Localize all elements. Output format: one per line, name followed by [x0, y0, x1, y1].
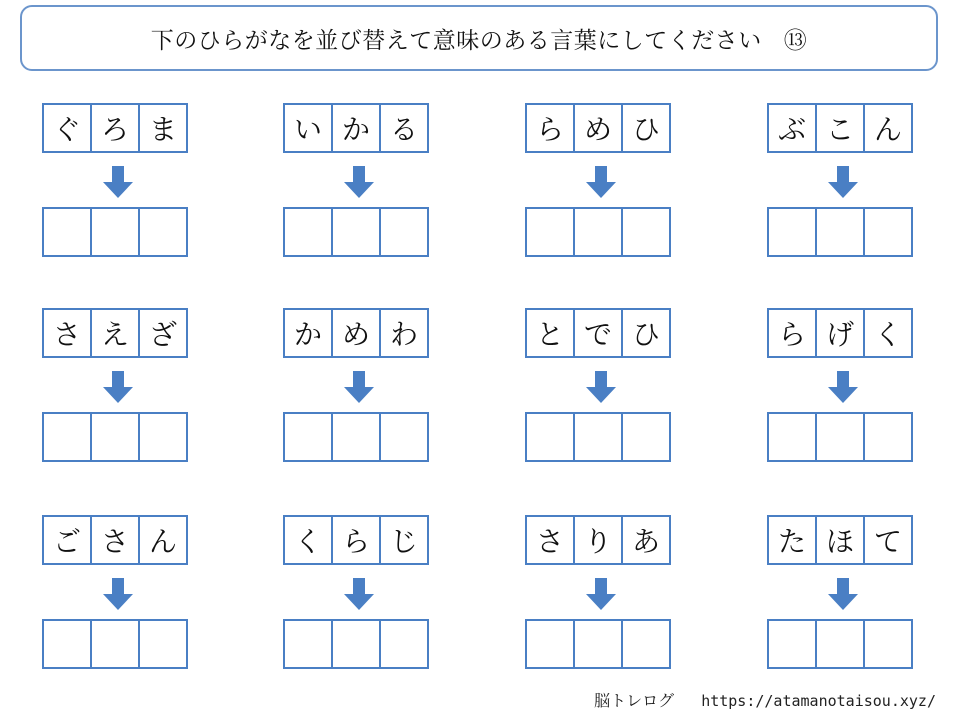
question-cell: ん — [138, 515, 188, 565]
answer-box[interactable] — [525, 412, 575, 462]
answer-box[interactable] — [767, 207, 817, 257]
question-cell: ひ — [621, 103, 671, 153]
question-cell: ろ — [90, 103, 140, 153]
puzzle-7 — [525, 308, 677, 468]
answer-box[interactable] — [767, 619, 817, 669]
question-cell: さ — [90, 515, 140, 565]
arrow-down-icon — [344, 578, 374, 610]
question-cell: さ — [525, 515, 575, 565]
question-cell: ほ — [815, 515, 865, 565]
question-cells — [283, 103, 429, 153]
question-cells — [525, 103, 671, 153]
answer-cells — [42, 412, 188, 462]
answer-box[interactable] — [138, 412, 188, 462]
answer-box[interactable] — [863, 207, 913, 257]
question-cell: で — [573, 308, 623, 358]
answer-cells — [767, 412, 913, 462]
question-cell: ら — [331, 515, 381, 565]
answer-cells — [283, 619, 429, 669]
answer-box[interactable] — [90, 412, 140, 462]
footer-brand: 脳トレログ — [594, 691, 675, 710]
answer-box[interactable] — [863, 619, 913, 669]
answer-cells — [767, 619, 913, 669]
footer — [594, 688, 936, 711]
question-cell: る — [379, 103, 429, 153]
answer-cells — [42, 619, 188, 669]
answer-box[interactable] — [573, 207, 623, 257]
question-cells — [767, 103, 913, 153]
answer-box[interactable] — [42, 412, 92, 462]
question-cells — [42, 515, 188, 565]
answer-box[interactable] — [573, 412, 623, 462]
question-cell: ま — [138, 103, 188, 153]
answer-box[interactable] — [815, 412, 865, 462]
question-cell: じ — [379, 515, 429, 565]
question-cell: り — [573, 515, 623, 565]
answer-box[interactable] — [331, 619, 381, 669]
answer-cells — [525, 619, 671, 669]
puzzle-4 — [767, 103, 919, 263]
question-cell: ご — [42, 515, 92, 565]
answer-cells — [42, 207, 188, 257]
answer-box[interactable] — [283, 619, 333, 669]
question-cell: ぐ — [42, 103, 92, 153]
question-cell: と — [525, 308, 575, 358]
question-cells — [767, 308, 913, 358]
question-cell: く — [283, 515, 333, 565]
answer-box[interactable] — [815, 207, 865, 257]
answer-box[interactable] — [283, 207, 333, 257]
puzzle-11 — [525, 515, 677, 675]
answer-box[interactable] — [283, 412, 333, 462]
answer-box[interactable] — [42, 207, 92, 257]
question-cell: か — [283, 308, 333, 358]
answer-box[interactable] — [621, 412, 671, 462]
arrow-down-icon — [103, 166, 133, 198]
question-cell: ひ — [621, 308, 671, 358]
answer-box[interactable] — [379, 412, 429, 462]
question-cell: め — [573, 103, 623, 153]
arrow-down-icon — [586, 371, 616, 403]
answer-box[interactable] — [90, 207, 140, 257]
answer-box[interactable] — [379, 207, 429, 257]
question-cells — [525, 308, 671, 358]
answer-box[interactable] — [138, 207, 188, 257]
answer-box[interactable] — [379, 619, 429, 669]
arrow-down-icon — [586, 578, 616, 610]
arrow-down-icon — [828, 371, 858, 403]
answer-box[interactable] — [815, 619, 865, 669]
question-cells — [42, 308, 188, 358]
answer-box[interactable] — [621, 207, 671, 257]
question-cell: げ — [815, 308, 865, 358]
answer-box[interactable] — [331, 207, 381, 257]
question-cells — [283, 515, 429, 565]
answer-box[interactable] — [525, 207, 575, 257]
footer-url-link[interactable]: https://atamanotaisou.xyz/ — [701, 692, 936, 710]
question-cell: か — [331, 103, 381, 153]
answer-cells — [525, 207, 671, 257]
question-cells — [42, 103, 188, 153]
puzzle-1 — [42, 103, 194, 263]
question-cell: ぶ — [767, 103, 817, 153]
puzzle-10 — [283, 515, 435, 675]
answer-box[interactable] — [863, 412, 913, 462]
puzzle-8 — [767, 308, 919, 468]
question-cell: い — [283, 103, 333, 153]
answer-cells — [525, 412, 671, 462]
answer-box[interactable] — [90, 619, 140, 669]
puzzle-5 — [42, 308, 194, 468]
arrow-down-icon — [586, 166, 616, 198]
question-cell: さ — [42, 308, 92, 358]
arrow-down-icon — [344, 166, 374, 198]
arrow-down-icon — [828, 166, 858, 198]
puzzle-9 — [42, 515, 194, 675]
question-cell: え — [90, 308, 140, 358]
answer-box[interactable] — [621, 619, 671, 669]
answer-box[interactable] — [573, 619, 623, 669]
question-cells — [525, 515, 671, 565]
puzzle-6 — [283, 308, 435, 468]
arrow-down-icon — [103, 371, 133, 403]
puzzle-2 — [283, 103, 435, 263]
question-cell: く — [863, 308, 913, 358]
answer-box[interactable] — [138, 619, 188, 669]
question-cell: ら — [767, 308, 817, 358]
question-cell: こ — [815, 103, 865, 153]
question-cell: ざ — [138, 308, 188, 358]
question-cell: て — [863, 515, 913, 565]
answer-cells — [283, 207, 429, 257]
puzzle-12 — [767, 515, 919, 675]
question-cell: め — [331, 308, 381, 358]
question-cells — [283, 308, 429, 358]
question-cells — [767, 515, 913, 565]
question-cell: ん — [863, 103, 913, 153]
answer-box[interactable] — [767, 412, 817, 462]
arrow-down-icon — [828, 578, 858, 610]
question-cell: わ — [379, 308, 429, 358]
answer-cells — [283, 412, 429, 462]
arrow-down-icon — [103, 578, 133, 610]
question-cell: ら — [525, 103, 575, 153]
question-cell: た — [767, 515, 817, 565]
puzzle-3 — [525, 103, 677, 263]
answer-cells — [767, 207, 913, 257]
title-text: 下のひらがなを並び替えて意味のある言葉にしてください — [150, 27, 762, 54]
answer-box[interactable] — [331, 412, 381, 462]
question-cell: あ — [621, 515, 671, 565]
title-number: ⑬ — [783, 27, 808, 54]
arrow-down-icon — [344, 371, 374, 403]
answer-box[interactable] — [525, 619, 575, 669]
answer-box[interactable] — [42, 619, 92, 669]
